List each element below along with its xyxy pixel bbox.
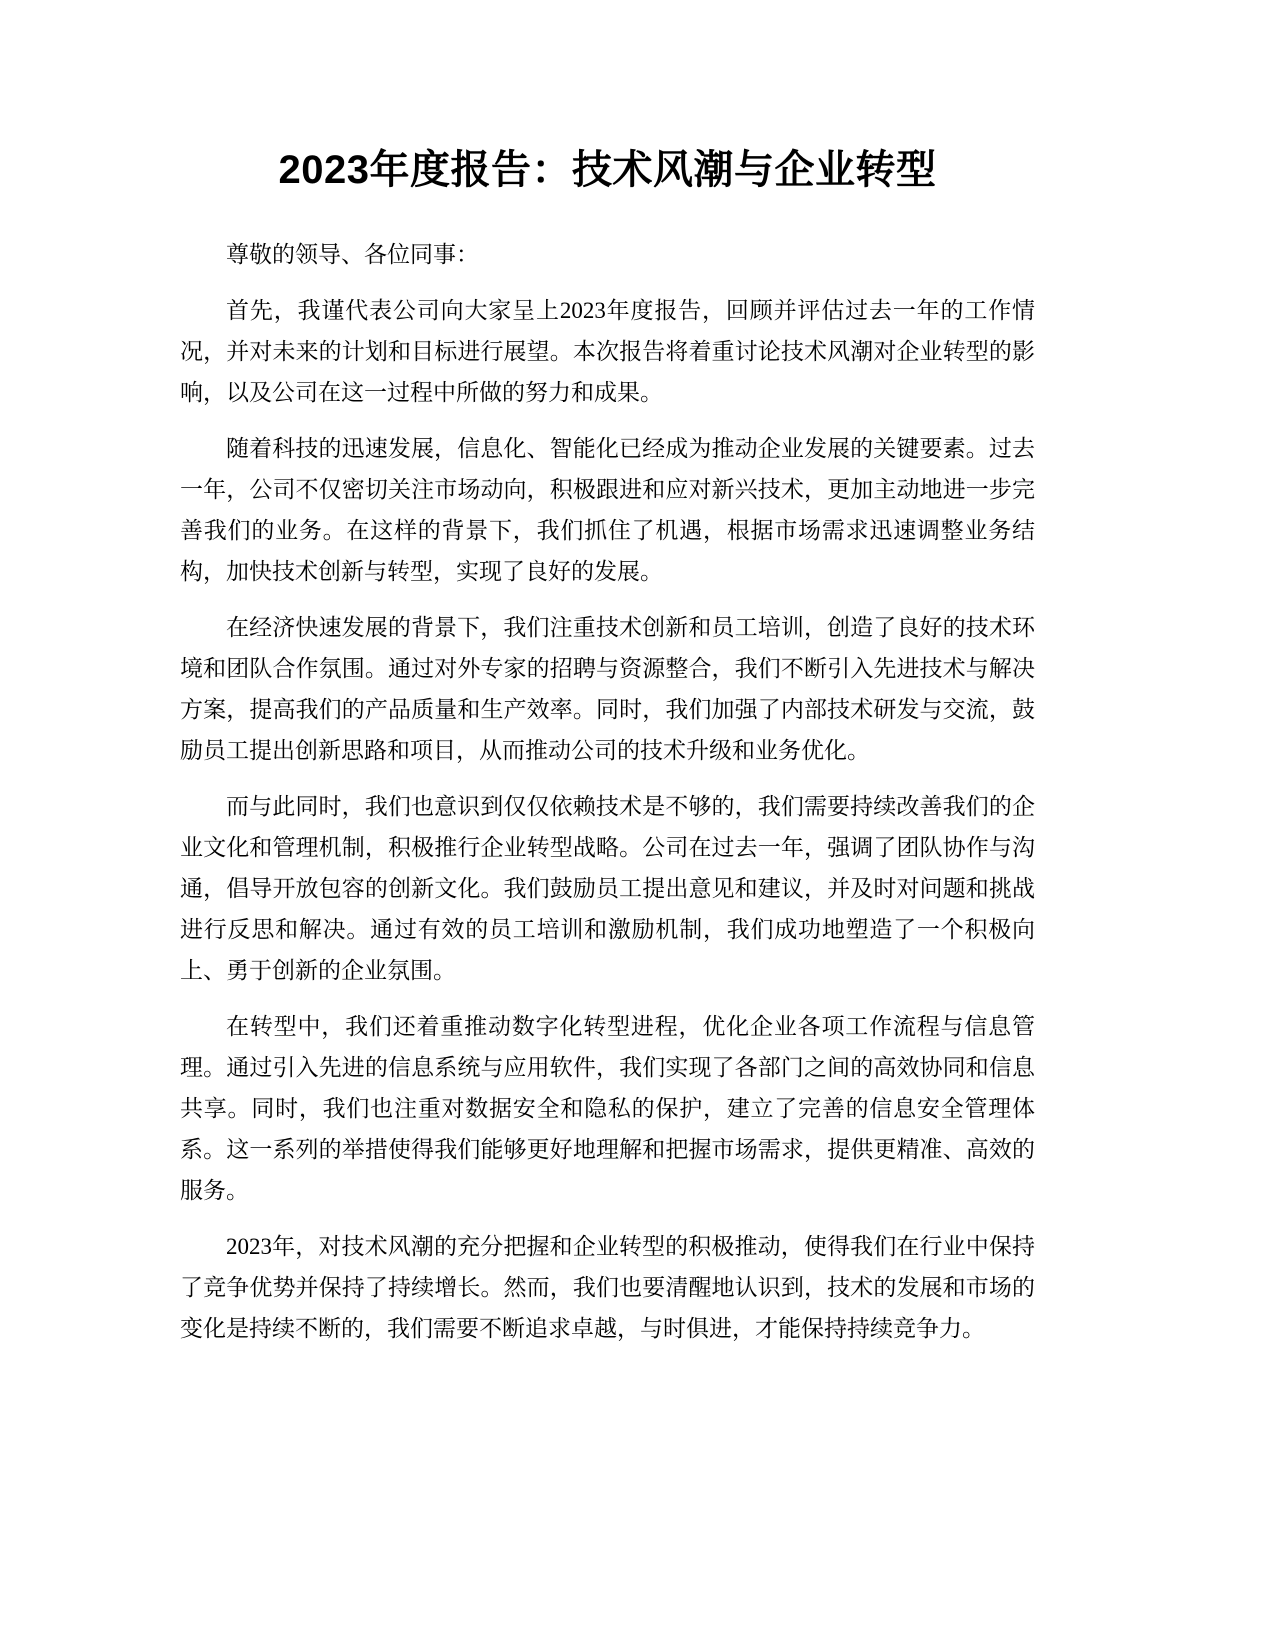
- paragraph-digital-transformation: 在转型中，我们还着重推动数字化转型进程，优化企业各项工作流程与信息管理。通过引入先进的信息系统与应用软件，我们实现了各部门之间的高效协同和信息共享。同时，我们也注重对数据安全和隐私的保护，建立了完善的信息安全管理体系。这一系列的举措使得我们能够更好地理解和把握市场需求，提供更精准、高效的服务。: [180, 1014, 1035, 1203]
- document-page: [180, 140, 1035, 1364]
- paragraph-tech-development: 随着科技的迅速发展，信息化、智能化已经成为推动企业发展的关键要素。过去一年，公司不仅密切关注市场动向，积极跟进和应对新兴技术，更加主动地进一步完善我们的业务。在这样的背景下，我们抓住了机遇，根据市场需求迅速调整业务结构，加快技术创新与转型，实现了良好的发展。: [180, 436, 1035, 584]
- document-title: 2023年度报告：技术风潮与企业转型: [278, 148, 937, 192]
- paragraph-intro: 首先，我谨代表公司向大家呈上2023年度报告，回顾并评估过去一年的工作情况，并对未来的计划和目标进行展望。本次报告将着重讨论技术风潮对企业转型的影响，以及公司在这一过程中所做的努力和成果。: [180, 298, 1035, 405]
- paragraph-innovation-training: 在经济快速发展的背景下，我们注重技术创新和员工培训，创造了良好的技术环境和团队合作氛围。通过对外专家的招聘与资源整合，我们不断引入先进技术与解决方案，提高我们的产品质量和生产效率。同时，我们加强了内部技术研发与交流，鼓励员工提出创新思路和项目，从而推动公司的技术升级和业务优化。: [180, 615, 1035, 763]
- paragraph-salutation: 尊敬的领导、各位同事：: [226, 242, 479, 267]
- paragraph-culture-management: 而与此同时，我们也意识到仅仅依赖技术是不够的，我们需要持续改善我们的企业文化和管理机制，积极推行企业转型战略。公司在过去一年，强调了团队协作与沟通，倡导开放包容的创新文化。我们鼓励员工提出意见和建议，并及时对问题和挑战进行反思和解决。通过有效的员工培训和激励机制，我们成功地塑造了一个积极向上、勇于创新的企业氛围。: [180, 794, 1035, 983]
- paragraph-conclusion: 2023年，对技术风潮的充分把握和企业转型的积极推动，使得我们在行业中保持了竞争优势并保持了持续增长。然而，我们也要清醒地认识到，技术的发展和市场的变化是持续不断的，我们需要不断追求卓越，与时俱进，才能保持持续竞争力。: [180, 1234, 1035, 1341]
